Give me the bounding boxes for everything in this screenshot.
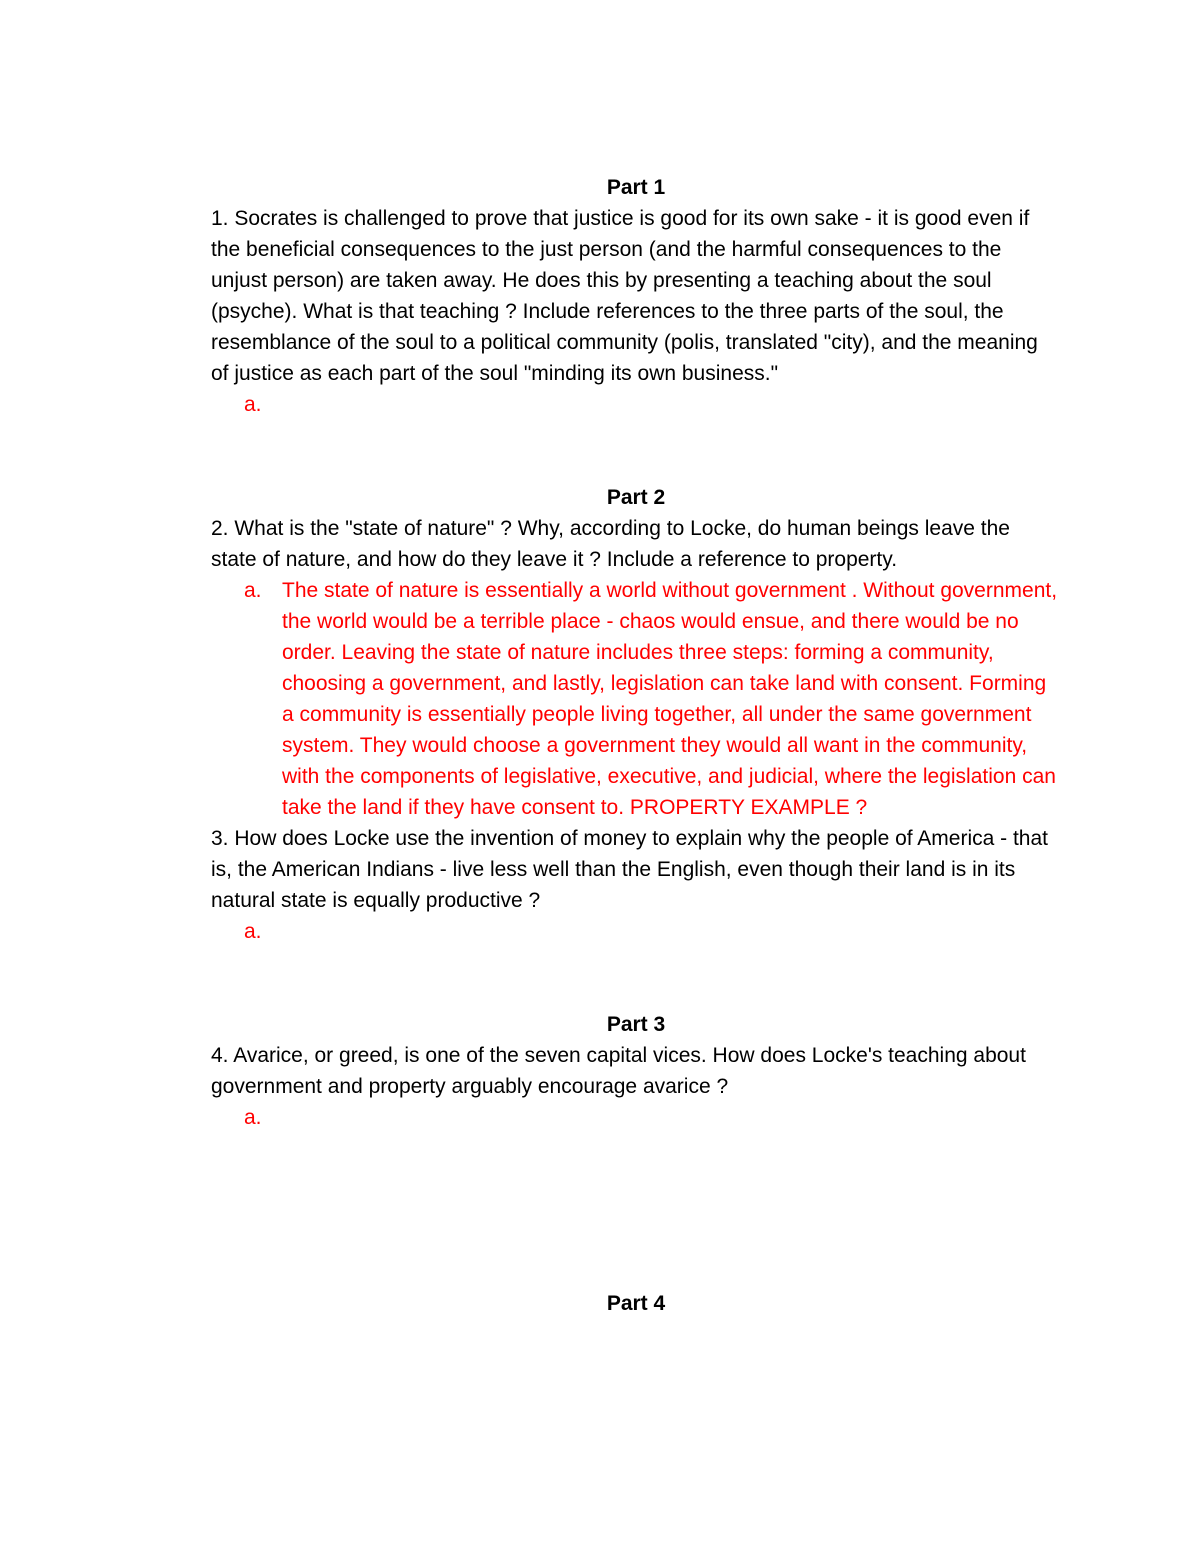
part-4-heading: Part 4 — [606, 1292, 666, 1315]
part-2-heading: Part 2 — [606, 486, 666, 509]
answer-4-marker: a. — [244, 1106, 262, 1129]
answer-2-text: The state of nature is essentially a world without government . Without government, the world would be a terrible place - chaos would ensue, and there would be no order. Leaving the state of nature includes three steps: forming a community, choosing a government, and lastly, legislation can take land with consent. Forming a community is essentially people living together, all under the same government system. They would choose a government they would all want in the community, with the components of legislative, executive, and judicial, where the legislation can take the land if they have consent to. PROPERTY EXAMPLE ? — [282, 579, 1058, 819]
answer-1-marker: a. — [244, 393, 262, 416]
question-1: 1. Socrates is challenged to prove that justice is good for its own sake - it is good even if the beneficial consequences to the just person (and the harmful consequences to the unjust person) are taken away. He does this by presenting a teaching about the soul (psyche). What is that teaching ? Include references to the three parts of the soul, the resemblance of the soul to a political community (polis, translated "city), and the meaning of justice as each part of the soul "minding its own business." — [211, 207, 1038, 385]
answer-4-text — [282, 1106, 288, 1129]
document-page — [211, 172, 1061, 1319]
part-1-heading: Part 1 — [606, 176, 666, 199]
spacer — [211, 420, 1061, 482]
answer-1-text — [282, 393, 288, 416]
spacer — [211, 1133, 1061, 1288]
answer-2 — [211, 575, 1061, 823]
answer-1 — [211, 389, 1061, 420]
answer-3-marker: a. — [244, 920, 262, 943]
spacer — [211, 947, 1061, 1009]
answer-3 — [211, 916, 1061, 947]
question-3: 3. How does Locke use the invention of money to explain why the people of America - that is, the American Indians - live less well than the English, even though their land is in its natural state is equally productive ? — [211, 827, 1048, 912]
question-4: 4. Avarice, or greed, is one of the seven capital vices. How does Locke's teaching about government and property arguably encourage avarice ? — [211, 1044, 1026, 1098]
answer-4 — [211, 1102, 1061, 1133]
answer-2-marker: a. — [244, 579, 262, 602]
answer-3-text — [282, 920, 288, 943]
question-2: 2. What is the "state of nature" ? Why, according to Locke, do human beings leave the state of nature, and how do they leave it ? Include a reference to property. — [211, 517, 1010, 571]
part-3-heading: Part 3 — [606, 1013, 666, 1036]
